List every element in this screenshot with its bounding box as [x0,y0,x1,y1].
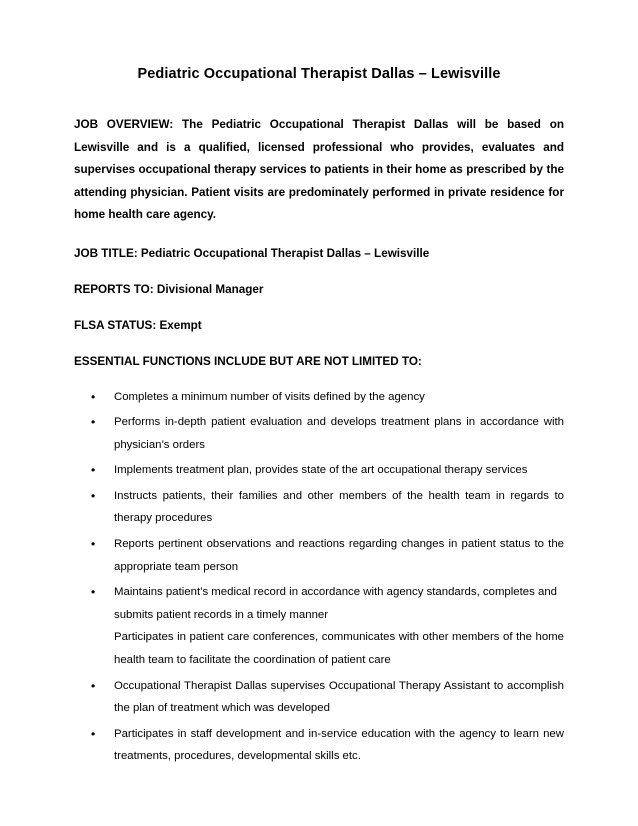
list-item-spread-line [114,604,564,627]
list-item-word: in [234,608,244,621]
list-item-text: Reports pertinent observations and reactions regarding changes in patient status to the appropriate team person [114,538,564,573]
bullet-icon: • [91,726,96,741]
list-item [74,533,564,578]
reports-to-field: REPORTS TO: Divisional Manager [74,282,264,296]
list-item-word: a [246,608,254,621]
list-item [74,581,564,671]
essential-functions-list [74,386,564,769]
essential-functions-heading: ESSENTIAL FUNCTIONS INCLUDE BUT ARE NOT LIMITED TO: [74,354,422,368]
list-item-text: Completes a minimum number of visits defined by the agency [114,390,425,403]
list-item-text: Performs in-depth patient evaluation and develops treatment plans in accordance with physician’s orders [114,416,564,451]
job-overview: JOB OVERVIEW: The Pediatric Occupational Therapist Dallas will be based on Lewisville and is a qualified, licensed professional who provides, evaluates and supervises occupational therapy services to patients in their home as prescribed by the attending physician. Patient visits are predominately performed in private residence for home health care agency. [74,118,564,221]
list-item [74,411,564,456]
bullet-icon: • [91,678,96,693]
list-item-text: Participates in staff development and in-service education with the agency to learn new treatments, procedures, developmental skills etc. [114,727,564,763]
list-item-word: timely [256,608,287,621]
bullet-icon: • [91,415,96,430]
list-item-text: Participates in patient care conferences, communicates with other members of the home health team to facilitate the coordination of patient care [114,631,564,667]
bullet-icon: • [91,537,96,552]
bullet-icon: • [91,389,96,404]
bullet-icon: • [91,463,96,478]
job-title-field: JOB TITLE: Pediatric Occupational Therapist Dallas – Lewisville [74,246,430,260]
list-item-text: Maintains patient’s medical record in accordance with agency standards, completes and [114,586,557,599]
flsa-status-field: FLSA STATUS: Exempt [74,318,202,332]
list-item-text: Implements treatment plan, provides state of the art occupational therapy services [114,464,528,477]
list-item [74,485,564,530]
list-item [74,386,564,409]
list-item [74,459,564,482]
list-item-text: Occupational Therapist Dallas supervises Occupational Therapy Assistant to accomplish the plan of treatment which was developed [114,679,564,715]
bullet-icon: • [91,585,96,600]
list-item-word: submits patient [114,608,191,621]
list-item-word: records [193,608,232,621]
list-item-word: manner [289,608,329,621]
document-title: Pediatric Occupational Therapist Dallas – Lewisville [137,66,501,82]
bullet-icon: • [91,488,96,503]
list-item [74,723,564,768]
list-item [74,675,564,720]
list-item-text: Instructs patients, their families and other members of the health team in regards to therapy procedures [114,489,564,525]
